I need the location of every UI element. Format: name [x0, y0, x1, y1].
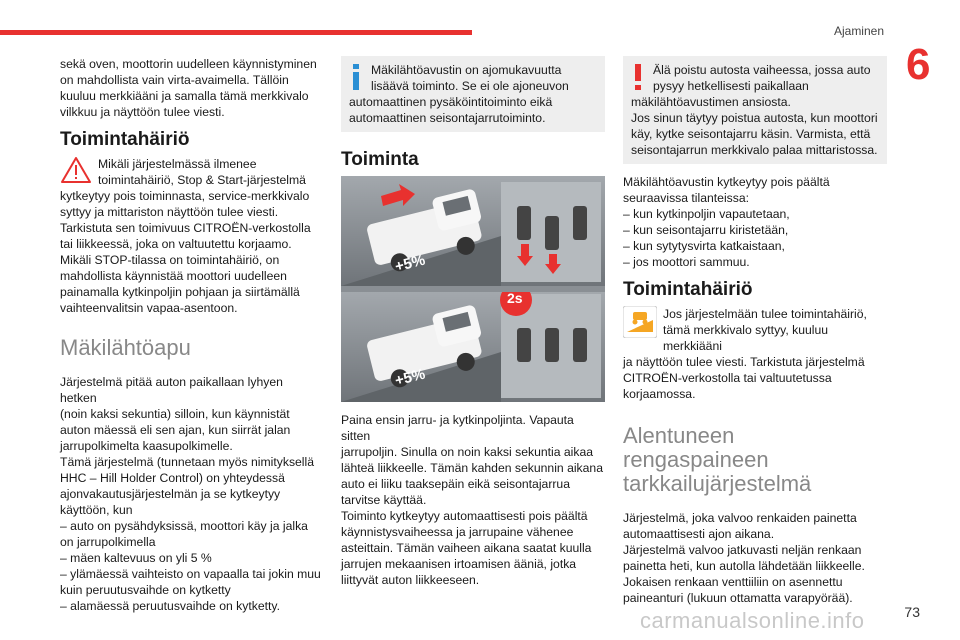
tpms-heading: Alentuneen rengaspaineen tarkkailujärjestelmä [623, 423, 812, 496]
chapter-number: 6 [906, 40, 931, 89]
operation-paragraph: Paina ensin jarru- ja kytkinpoljinta. Vapauta sitten jarrupoljin. Sinulla on noin kaksi sekuntia aikaa lähteä liikkeelle. Tämän kahden sekunnin aikana auto ei liiku taaksepäin eikä seisontajarrua tarvitse käyttää. Toiminto kytkeytyy automaattisesti pois päältä käynnistysvaiheessa ja jarrupaine vähenee asteittain. Tämän vaiheen aikana saatat kuulla jarrujen mekaanisen irtoamisen ääniä, jotka liittyvät auton liikkeeseen. [341, 413, 603, 587]
hill-start-heading: Mäkilähtöapu [60, 335, 191, 360]
warning-note-text: Älä poistu autosta vaiheessa, jossa auto pysyy hetkellisesti paikallaan mäkilähtöavustimen ansiosta. Jos sinun täytyy poistua autosta, kun moottori käy, kytke seisontajarru käsin. Varmista, että seisontajarrun merkkivalo palaa mittaristossa. [631, 63, 878, 157]
red-exclamation-icon [631, 64, 645, 92]
info-icon [349, 64, 363, 92]
column-2 [341, 56, 605, 598]
column-3 [623, 56, 887, 616]
illustration-top-panel [341, 176, 605, 286]
page-number: 73 [904, 604, 920, 620]
fault-paragraph-2: Jos järjestelmään tulee toimintahäiriö, tämä merkkivalo syttyy, kuuluu merkkiääni ja näyttöön tulee viesti. Tarkistuta järjestelmä CITROËN-verkostolla tai valtuutetussa korjaamossa. [623, 307, 867, 401]
timer-label: 2s [507, 290, 523, 306]
info-note [341, 56, 605, 132]
fault-block [60, 156, 322, 316]
warning-note [623, 56, 887, 164]
intro-paragraph: sekä oven, moottorin uudelleen käynnistyminen on mahdollista vain virta-avaimella. Tällöin kuuluu merkkiääni ja samalla tämä merkkivalo vilkkuu ja näyttöön tulee viesti. [60, 57, 317, 119]
fault-heading-2: Toimintahäiriö [623, 279, 753, 300]
fault-block-2 [623, 306, 887, 402]
warning-triangle-icon [60, 156, 92, 184]
watermark: carmanualsonline.info [640, 608, 865, 633]
van-moving-pedals-image [341, 292, 605, 402]
column-1 [60, 56, 322, 624]
fault-paragraph: Mikäli järjestelmässä ilmenee toimintahäiriö, Stop & Start-järjestelmä kytkeytyy pois toiminnasta, service-merkkivalo syttyy ja mittariston näyttöön tulee viesti. Tarkistuta sen toimivuus CITROËN-verkostolla tai liikkeessä, joka on valtuutettu korjaamo. Mikäli STOP-tilassa on toimintahäiriö, on mahdollista käynnistää moottori uudelleen painamalla kytkinpoljin pohjaan ja siirtämällä vaihteenvalitsin vapaa-asentoon. [60, 157, 311, 315]
chapter-color-bar [0, 30, 472, 35]
slope-label-bottom: +5% [393, 365, 427, 390]
fault-heading: Toimintahäiriö [60, 129, 190, 150]
info-note-text: Mäkilähtöavustin on ajomukavuutta lisäävä toiminto. Se ei ole ajoneuvon automaattinen pysäköintitoiminto eikä automaattinen seisontajarrutoiminto. [349, 63, 569, 125]
operation-heading: Toiminta [341, 149, 419, 170]
illustration-bottom-panel [341, 292, 605, 402]
hill-holder-warning-icon [623, 306, 657, 338]
chapter-name: Ajaminen [833, 24, 884, 38]
deactivation-paragraph: Mäkilähtöavustin kytkeytyy pois päältä seuraavissa tilanteissa: – kun kytkinpoljin vapautetaan, – kun seisontajarru kiristetään, – kun sytytysvirta katkaistaan, – jos moottori sammuu. [623, 175, 830, 269]
tpms-paragraph: Järjestelmä, joka valvoo renkaiden painetta automaattisesti ajon aikana. Järjestelmä valvoo jatkuvasti neljän renkaan painetta heti, kun autolla lähdetään liikkeelle. Jokaisen renkaan venttiiliin on asennettu paineanturi (lukuun ottamatta varapyörää). [623, 511, 865, 605]
van-uphill-pedals-image [341, 176, 605, 286]
slope-label-top: +5% [393, 251, 427, 276]
hill-start-paragraph: Järjestelmä pitää auton paikallaan lyhyen hetken (noin kaksi sekuntia) silloin, kun käynnistät auton mäessä eli sen ajan, kun siirrät jalan jarrupolkimelta kaasupolkimelle. Tämä järjestelmä (tunnetaan myös nimityksellä HHC – Hill Holder Control) on yhteydessä ajonvakautusjärjestelmän ja se kytkeytyy käyttöön, kun – auto on pysähdyksissä, moottori käy ja jalka on jarrupolkimella – mäen kaltevuus on yli 5 % – ylämäessä vaihteisto on vapaalla tai jokin muu kuin peruutusvaihde on kytketty – alamäessä peruutusvaihde on kytketty. [60, 375, 321, 613]
hill-start-illustration [341, 176, 605, 402]
